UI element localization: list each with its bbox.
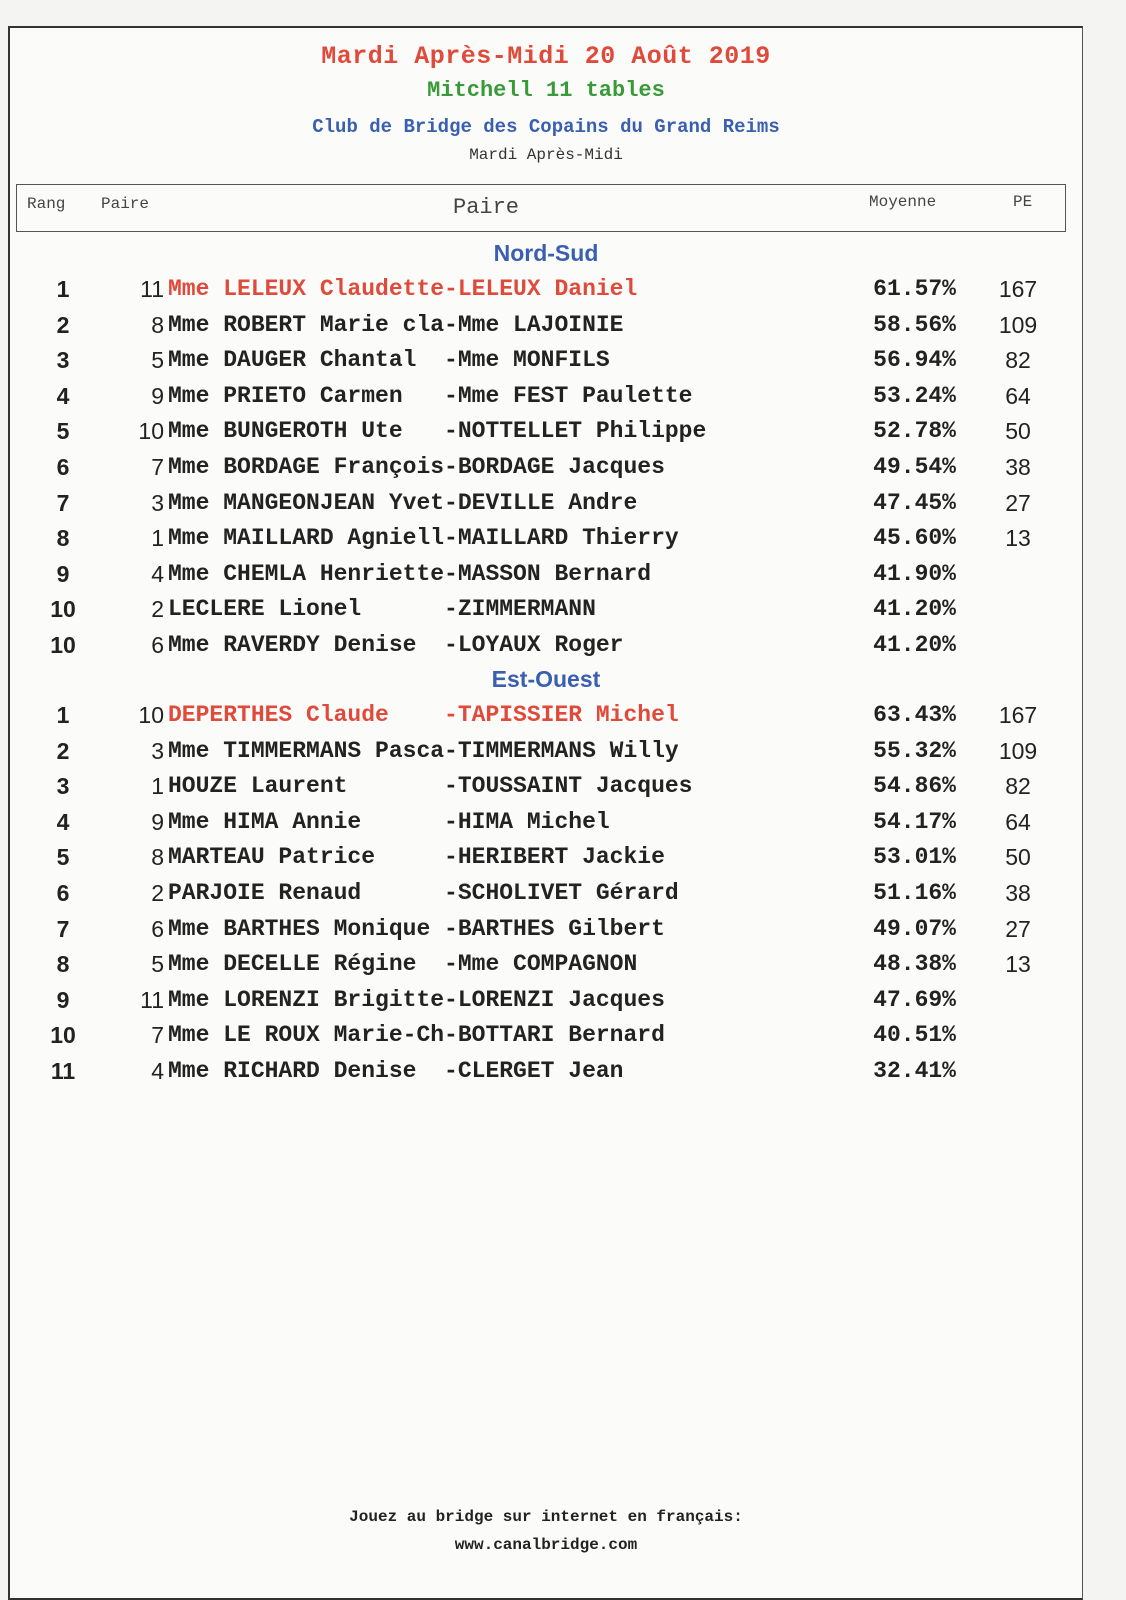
table-row	[10, 276, 1082, 312]
moyenne-cell: 49.07%	[873, 915, 956, 942]
pe-cell: 27	[1005, 915, 1031, 942]
pair-number-cell: 10	[138, 702, 164, 728]
pair-number-cell: 8	[151, 844, 164, 871]
pair-number-cell: 4	[151, 560, 164, 587]
moyenne-cell: 61.57%	[873, 276, 956, 302]
pair-number-cell: 5	[151, 951, 164, 978]
rank-cell: 2	[56, 737, 70, 764]
rank-cell: 6	[56, 454, 70, 480]
pair-number-cell: 7	[151, 454, 164, 480]
moyenne-cell: 47.45%	[873, 489, 956, 516]
moyenne-cell: 47.69%	[873, 986, 956, 1013]
table-row	[10, 347, 1082, 383]
pair-names-cell: Mme BUNGEROTH Ute -NOTTELLET Philippe	[168, 418, 707, 445]
pe-cell: 27	[1005, 489, 1031, 516]
pair-names-cell: Mme BARTHES Monique -BARTHES Gilbert	[168, 915, 665, 942]
footer-url: www.canalbridge.com	[454, 1536, 638, 1554]
table-row	[10, 632, 1082, 668]
moyenne-cell: 54.86%	[873, 773, 956, 800]
session-name: Mardi Après-Midi	[469, 146, 623, 164]
table-row	[10, 1022, 1082, 1058]
moyenne-cell: 54.17%	[873, 808, 956, 835]
pe-cell: 13	[1005, 525, 1031, 552]
pair-number-cell: 1	[151, 773, 164, 800]
pair-names-cell: HOUZE Laurent -TOUSSAINT Jacques	[168, 773, 693, 800]
pair-names-cell: Mme RICHARD Denise -CLERGET Jean	[168, 1058, 624, 1084]
moyenne-cell: 40.51%	[873, 1022, 956, 1049]
moyenne-cell: 53.24%	[873, 382, 956, 409]
pe-cell: 82	[1005, 773, 1031, 800]
pe-cell: 82	[1005, 347, 1031, 374]
table-row	[10, 773, 1082, 809]
moyenne-cell: 55.32%	[873, 737, 956, 764]
rank-cell: 3	[56, 773, 70, 800]
table-row	[10, 561, 1082, 597]
column-moyenne: Moyenne	[869, 193, 937, 211]
pair-names-cell: Mme TIMMERMANS Pasca-TIMMERMANS Willy	[168, 737, 679, 764]
moyenne-cell: 45.60%	[873, 525, 956, 552]
pair-names-cell: Mme MAILLARD Agniell-MAILLARD Thierry	[168, 525, 679, 552]
pe-cell: 38	[1005, 454, 1031, 480]
rank-cell: 4	[56, 808, 70, 835]
table-row	[10, 312, 1082, 348]
table-row	[10, 525, 1082, 561]
pair-names-cell: DEPERTHES Claude -TAPISSIER Michel	[168, 702, 679, 728]
moyenne-cell: 56.94%	[873, 347, 956, 374]
rank-cell: 2	[56, 311, 70, 338]
pair-names-cell: Mme BORDAGE François-BORDAGE Jacques	[168, 454, 665, 480]
pair-names-cell: Mme ROBERT Marie cla-Mme LAJOINIE	[168, 311, 624, 338]
pe-cell: 50	[1005, 418, 1031, 445]
pe-cell: 109	[998, 737, 1038, 764]
footer-text: Jouez au bridge sur internet en français:	[349, 1508, 743, 1526]
table-row	[10, 880, 1082, 916]
rank-cell: 8	[56, 951, 70, 978]
rank-cell: 4	[56, 382, 70, 409]
pair-number-cell: 11	[140, 986, 164, 1013]
rank-cell: 9	[56, 986, 70, 1013]
table-row	[10, 702, 1082, 738]
pe-cell: 64	[1005, 808, 1031, 835]
rank-cell: 11	[50, 1058, 76, 1084]
pair-number-cell: 8	[151, 311, 164, 338]
rank-cell: 7	[56, 915, 70, 942]
table-row	[10, 596, 1082, 632]
pair-number-cell: 5	[151, 347, 164, 374]
table-row	[10, 383, 1082, 419]
pair-number-cell: 6	[151, 632, 164, 658]
moyenne-cell: 52.78%	[873, 418, 956, 445]
pair-names-cell: Mme CHEMLA Henriette-MASSON Bernard	[168, 560, 652, 587]
section-title-est-ouest: Est-Ouest	[491, 666, 601, 692]
column-header	[16, 184, 1066, 232]
pair-names-cell: Mme PRIETO Carmen -Mme FEST Paulette	[168, 382, 693, 409]
rank-cell: 10	[50, 1022, 76, 1049]
rank-cell: 3	[56, 347, 70, 374]
pe-cell: 167	[998, 276, 1038, 302]
moyenne-cell: 41.20%	[873, 632, 956, 658]
rank-cell: 10	[50, 632, 76, 658]
pair-number-cell: 1	[151, 525, 164, 552]
moyenne-cell: 41.90%	[873, 560, 956, 587]
pair-names-cell: PARJOIE Renaud -SCHOLIVET Gérard	[168, 880, 679, 906]
moyenne-cell: 53.01%	[873, 844, 956, 871]
movement-subtitle: Mitchell 11 tables	[427, 78, 665, 103]
pair-names-cell: Mme HIMA Annie -HIMA Michel	[168, 808, 610, 835]
column-paire: Paire	[453, 195, 520, 220]
pair-number-cell: 6	[151, 915, 164, 942]
column-paire-number: Paire	[101, 195, 150, 213]
pe-cell: 167	[998, 702, 1038, 728]
pe-cell: 50	[1005, 844, 1031, 871]
pe-cell: 109	[998, 311, 1038, 338]
pair-names-cell: Mme LE ROUX Marie-Ch-BOTTARI Bernard	[168, 1022, 665, 1049]
rank-cell: 1	[56, 276, 70, 302]
column-rang: Rang	[27, 195, 66, 213]
pe-cell: 38	[1005, 880, 1031, 906]
rank-cell: 5	[56, 418, 70, 445]
pair-names-cell: LECLERE Lionel -ZIMMERMANN	[168, 596, 596, 623]
section-title-nord-sud: Nord-Sud	[493, 240, 599, 266]
pair-number-cell: 3	[151, 737, 164, 764]
pair-names-cell: Mme LELEUX Claudette-LELEUX Daniel	[168, 276, 638, 302]
moyenne-cell: 32.41%	[873, 1058, 956, 1084]
rank-cell: 10	[50, 596, 76, 623]
results-sheet	[8, 26, 1083, 1600]
pair-names-cell: Mme MANGEONJEAN Yvet-DEVILLE Andre	[168, 489, 638, 516]
pair-number-cell: 2	[151, 880, 164, 906]
moyenne-cell: 41.20%	[873, 596, 956, 623]
rank-cell: 6	[56, 880, 70, 906]
pair-number-cell: 4	[151, 1058, 164, 1084]
moyenne-cell: 63.43%	[873, 702, 956, 728]
pair-names-cell: Mme RAVERDY Denise -LOYAUX Roger	[168, 632, 624, 658]
rank-cell: 5	[56, 844, 70, 871]
rank-cell: 1	[56, 702, 70, 728]
table-row	[10, 1058, 1082, 1094]
pair-number-cell: 9	[151, 808, 164, 835]
table-row	[10, 809, 1082, 845]
table-row	[10, 418, 1082, 454]
pair-number-cell: 11	[140, 276, 164, 302]
table-row	[10, 454, 1082, 490]
pair-names-cell: Mme DAUGER Chantal -Mme MONFILS	[168, 347, 610, 374]
moyenne-cell: 51.16%	[873, 880, 956, 906]
pair-number-cell: 9	[151, 382, 164, 409]
rank-cell: 8	[56, 525, 70, 552]
table-row	[10, 916, 1082, 952]
pair-names-cell: Mme DECELLE Régine -Mme COMPAGNON	[168, 951, 638, 978]
table-row	[10, 490, 1082, 526]
table-row	[10, 951, 1082, 987]
pair-names-cell: MARTEAU Patrice -HERIBERT Jackie	[168, 844, 665, 871]
pe-cell: 64	[1005, 382, 1031, 409]
pair-number-cell: 3	[151, 489, 164, 516]
column-pe: PE	[1013, 193, 1033, 211]
pe-cell: 13	[1005, 951, 1031, 978]
rank-cell: 7	[56, 489, 70, 516]
pair-number-cell: 2	[151, 596, 164, 623]
table-row	[10, 844, 1082, 880]
pair-number-cell: 10	[138, 418, 164, 445]
moyenne-cell: 48.38%	[873, 951, 956, 978]
moyenne-cell: 49.54%	[873, 454, 956, 480]
table-row	[10, 987, 1082, 1023]
pair-number-cell: 7	[151, 1022, 164, 1049]
table-row	[10, 738, 1082, 774]
pair-names-cell: Mme LORENZI Brigitte-LORENZI Jacques	[168, 986, 665, 1013]
rank-cell: 9	[56, 560, 70, 587]
page-title: Mardi Après-Midi 20 Août 2019	[321, 42, 771, 71]
club-name: Club de Bridge des Copains du Grand Reims	[312, 116, 780, 138]
moyenne-cell: 58.56%	[873, 311, 956, 338]
